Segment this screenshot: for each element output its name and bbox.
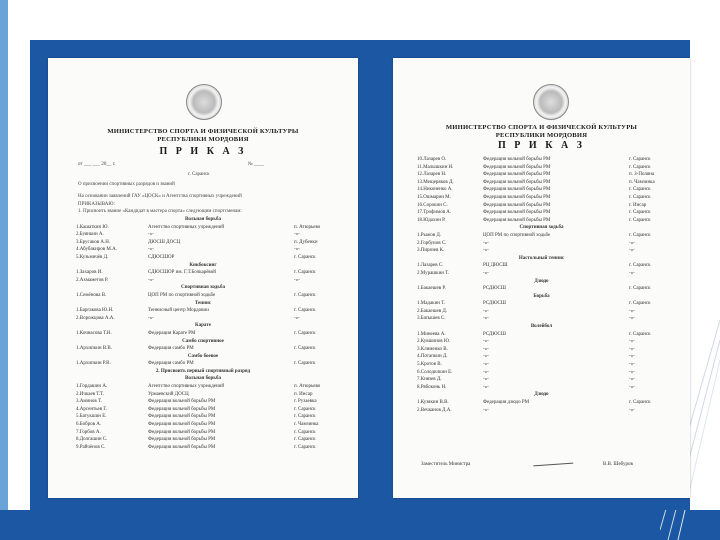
athlete-organization: Агентство спортивных учреждений bbox=[148, 384, 225, 390]
athlete-organization: -«- bbox=[483, 354, 489, 360]
athlete-row bbox=[393, 315, 690, 323]
athlete-name: 6.Солодилкин Е. bbox=[417, 369, 453, 375]
athlete-city: п. З-Поляна bbox=[629, 172, 655, 178]
athlete-name: 1.Мадакин Т. bbox=[417, 301, 446, 307]
athlete-name: 5.Кузьмичёв Д. bbox=[76, 254, 109, 260]
athlete-organization: -«- bbox=[483, 407, 489, 413]
athlete-organization: РСДЮСШ bbox=[483, 286, 506, 292]
athlete-row bbox=[393, 179, 690, 187]
section-heading: Самбо спортивное bbox=[182, 338, 224, 344]
athlete-name: 1.Захаров И. bbox=[76, 270, 103, 276]
bottom-accent-bar bbox=[0, 510, 720, 540]
athlete-city: -«- bbox=[629, 369, 635, 375]
athlete-city: г. Саранск bbox=[294, 346, 316, 352]
athlete-name: 4.Абубакиров М.А. bbox=[76, 247, 117, 253]
athlete-name: 1.Кашаткин Ю. bbox=[76, 224, 109, 230]
section-heading: Вольная борьба bbox=[185, 217, 221, 222]
athlete-organization: Федерация Карате РМ bbox=[148, 330, 196, 336]
athlete-name: 1.Бакаешев Р. bbox=[417, 286, 446, 292]
athlete-city: -«- bbox=[629, 248, 635, 254]
athlete-organization: Урмаевский ДОСЦ bbox=[148, 391, 189, 397]
athlete-row bbox=[393, 285, 690, 293]
athlete-organization: -«- bbox=[483, 270, 489, 276]
athlete-name: 2.Ичкаев Т.Т. bbox=[76, 391, 104, 397]
athlete-name: 12.Лазарев Н. bbox=[417, 172, 447, 178]
athlete-organization: СДЮСШОР bbox=[148, 254, 175, 260]
athlete-organization: -«- bbox=[483, 240, 489, 246]
athlete-organization: -«- bbox=[483, 346, 489, 352]
athlete-name: 17.Трофимов А. bbox=[417, 210, 452, 216]
athlete-city: -«- bbox=[629, 354, 635, 360]
athlete-organization: -«- bbox=[483, 308, 489, 314]
order-preamble: На основании заявлений ГАУ «ЦОСК» и Агентства спортивных учреждений bbox=[78, 194, 242, 199]
athlete-city: п. Дубенки bbox=[294, 239, 318, 245]
athlete-organization: Федерация вольной борьбы РМ bbox=[148, 429, 216, 435]
athlete-organization: РЦ ДЮСШ bbox=[483, 263, 508, 269]
athlete-city: г. Саранск bbox=[629, 263, 651, 269]
athlete-row bbox=[48, 391, 358, 399]
athlete-city: г. Саранск bbox=[629, 194, 651, 200]
athlete-row bbox=[48, 330, 358, 338]
athlete-name: 7.Князев Д. bbox=[417, 377, 442, 383]
document-page-2 bbox=[393, 58, 690, 498]
athlete-city: г. Саранск bbox=[629, 187, 651, 193]
athlete-city: г. Саранск bbox=[629, 210, 651, 216]
athlete-city: г. Саранск bbox=[294, 361, 316, 367]
athlete-city: п. Атюрьево bbox=[294, 224, 321, 230]
athlete-organization: -«- bbox=[483, 362, 489, 368]
athlete-organization: -«- bbox=[148, 315, 154, 321]
athlete-name: 11.Малышкин Н. bbox=[417, 164, 454, 170]
athlete-city: г. Саранск bbox=[294, 330, 316, 336]
athlete-organization: СДЮСШОР им. Г.Т.Бочкарёвой bbox=[148, 270, 216, 276]
athlete-row bbox=[48, 269, 358, 277]
athlete-name: 7.Горбов А. bbox=[76, 429, 101, 435]
athlete-organization: Федерация вольной борьбы РМ bbox=[483, 202, 551, 208]
athlete-name: 1.Семёнова В. bbox=[76, 292, 107, 298]
athlete-row bbox=[393, 232, 690, 240]
athlete-name: 13.Мещеряков Д. bbox=[417, 179, 454, 185]
athlete-name: 8.Долгашин С. bbox=[76, 437, 108, 443]
athlete-city: -«- bbox=[629, 339, 635, 345]
athlete-name: 1.Кузякин В.В. bbox=[417, 400, 449, 405]
athlete-name: 3.Брусаков А.Н. bbox=[76, 239, 111, 245]
athlete-city: -«- bbox=[629, 308, 635, 314]
athlete-city: г. Саранск bbox=[629, 301, 651, 307]
athlete-city: п. Инсар bbox=[294, 391, 313, 397]
athlete-city: г. Саранск bbox=[629, 232, 651, 238]
athlete-row bbox=[48, 246, 358, 254]
section-heading: Спортивная ходьба bbox=[519, 225, 564, 231]
athlete-organization: РСДЮСШ bbox=[483, 331, 506, 337]
athlete-organization: -«- bbox=[148, 232, 154, 238]
athlete-city: -«- bbox=[629, 407, 635, 413]
athlete-organization: -«- bbox=[483, 316, 489, 322]
section-heading: Дзюдо bbox=[534, 278, 549, 284]
athlete-name: 18.Юдахин Р. bbox=[417, 217, 446, 223]
section-heading: Вольная борьба bbox=[185, 376, 221, 382]
athlete-city: г. Саранск bbox=[294, 444, 316, 450]
athlete-organization: Федерация вольной борьбы РМ bbox=[148, 444, 216, 450]
athlete-city: г. Инсар bbox=[629, 202, 647, 208]
athlete-row bbox=[393, 300, 690, 308]
athlete-name: 2.Мурашкин Т. bbox=[417, 270, 449, 276]
athlete-row bbox=[393, 361, 690, 369]
athlete-city: -«- bbox=[629, 362, 635, 368]
athlete-city: г. Саранск bbox=[294, 414, 316, 420]
athlete-city: г. Саранск bbox=[294, 308, 316, 314]
athlete-organization: -«- bbox=[483, 369, 489, 375]
ministry-name: МИНИСТЕРСТВО СПОРТА И ФИЗИЧЕСКОЙ КУЛЬТУРЫ bbox=[107, 128, 299, 135]
athlete-organization: ЦОП РМ по спортивной ходьбе bbox=[483, 232, 551, 238]
athlete-organization: Агентство спортивных учреждений bbox=[148, 224, 225, 230]
athlete-row bbox=[393, 171, 690, 179]
athlete-name: 2.Горбунов С. bbox=[417, 240, 447, 246]
athlete-city: -«- bbox=[629, 346, 635, 352]
athlete-row bbox=[393, 202, 690, 210]
athlete-row bbox=[393, 338, 690, 346]
athlete-name: 1.Рыжов Д. bbox=[417, 232, 441, 238]
athlete-row bbox=[48, 444, 358, 452]
section-heading: Спортивная ходьба bbox=[181, 285, 225, 291]
athlete-row bbox=[393, 384, 690, 392]
athlete-organization: Федерация вольной борьбы РМ bbox=[483, 172, 551, 178]
athlete-organization: -«- bbox=[483, 377, 489, 383]
athlete-organization: Федерация вольной борьбы РМ bbox=[483, 187, 551, 193]
athlete-city: -«- bbox=[629, 270, 635, 276]
republic-name: РЕСПУБЛИКИ МОРДОВИЯ bbox=[157, 136, 249, 143]
athlete-name: 15.Ошмарин М. bbox=[417, 194, 451, 200]
athlete-name: 2.Буянкин А. bbox=[76, 232, 104, 238]
section-heading: 2. Присвоить первый спортивный разряд bbox=[155, 368, 251, 374]
athlete-row bbox=[393, 194, 690, 202]
athlete-organization: Федерация вольной борьбы РМ bbox=[483, 210, 551, 216]
athlete-name: 4.Арсентьев Г. bbox=[76, 406, 107, 412]
athlete-row bbox=[48, 307, 358, 315]
signer-name: В.В. Шебуров bbox=[603, 462, 633, 467]
athlete-row bbox=[393, 376, 690, 384]
athlete-organization: Федерация вольной борьбы РМ bbox=[483, 179, 551, 185]
ministry-name: МИНИСТЕРСТВО СПОРТА И ФИЗИЧЕСКОЙ КУЛЬТУРЫ bbox=[445, 124, 638, 131]
order-item-1: 1. Присвоить звание «Кандидат в мастера спорта» следующим спортсменам: bbox=[78, 209, 242, 214]
signer-title: Заместитель Министра bbox=[421, 462, 471, 467]
athlete-name: 3.Пирязев К. bbox=[417, 248, 445, 254]
section-heading: Теннис bbox=[194, 300, 212, 306]
athlete-row bbox=[48, 345, 358, 353]
athlete-organization: -«- bbox=[483, 384, 489, 390]
athlete-city: г. Саранск bbox=[629, 400, 651, 405]
athlete-city: -«- bbox=[629, 240, 635, 246]
section-heading: Кикбоксинг bbox=[189, 262, 217, 268]
athlete-organization: Федерация дзюдо РМ bbox=[483, 400, 530, 405]
athlete-city: г. Саранск bbox=[294, 406, 316, 412]
section-heading: Самбо боевое bbox=[187, 353, 219, 359]
section-heading: Карате bbox=[195, 323, 211, 329]
athlete-city: г. Саранск bbox=[294, 437, 316, 443]
athlete-row bbox=[48, 383, 358, 391]
athlete-organization: Федерация вольной борьбы РМ bbox=[483, 164, 551, 170]
athlete-organization: Федерация вольной борьбы РМ bbox=[483, 194, 551, 200]
athlete-row bbox=[393, 331, 690, 339]
order-title: П Р И К А З bbox=[159, 146, 247, 157]
athlete-organization: Теннисный центр Мордовии bbox=[148, 308, 209, 314]
section-heading: Дзюдо bbox=[534, 392, 549, 398]
athlete-city: г. Саранск bbox=[294, 270, 316, 276]
athlete-row bbox=[393, 240, 690, 248]
athlete-city: г. Чамзинка bbox=[294, 422, 319, 428]
athlete-organization: Федерация самбо РМ bbox=[148, 361, 194, 367]
athlete-organization: Федерация вольной борьбы РМ bbox=[148, 406, 216, 412]
athlete-organization: Федерация вольной борьбы РМ bbox=[148, 399, 216, 405]
athlete-name: 16.Сорокин С. bbox=[417, 202, 448, 208]
athlete-city: -«- bbox=[294, 315, 300, 321]
section-heading: Борьба bbox=[533, 293, 550, 299]
athlete-row bbox=[48, 292, 358, 300]
athlete-row bbox=[48, 254, 358, 262]
athlete-list bbox=[48, 216, 358, 451]
athlete-row bbox=[48, 398, 358, 406]
athlete-row bbox=[48, 429, 358, 437]
athlete-row bbox=[393, 407, 690, 415]
athlete-row bbox=[393, 164, 690, 172]
athlete-row bbox=[48, 277, 358, 285]
athlete-name: 8.Рябоконь Н. bbox=[417, 384, 447, 390]
athlete-city: г. Саранск bbox=[629, 217, 651, 223]
order-subject: О присвоении спортивных разрядов и званий bbox=[78, 182, 175, 187]
athlete-name: 1.Баргакова Ю.Н. bbox=[76, 308, 114, 314]
athlete-organization: -«- bbox=[148, 277, 154, 283]
athlete-organization: ДЮСШ ДОСЦ bbox=[148, 239, 181, 245]
athlete-organization: Федерация самбо РМ bbox=[148, 346, 194, 352]
athlete-organization: Федерация вольной борьбы РМ bbox=[483, 217, 551, 223]
athlete-row bbox=[393, 262, 690, 270]
athlete-list bbox=[393, 156, 690, 414]
athlete-name: 3.Клименко В. bbox=[417, 346, 448, 352]
athlete-row bbox=[393, 209, 690, 217]
order-city: г. Саранск bbox=[188, 172, 210, 177]
athlete-city: -«- bbox=[294, 247, 300, 253]
athlete-organization: Федерация вольной борьбы РМ bbox=[148, 414, 216, 420]
athlete-row bbox=[48, 436, 358, 444]
athlete-organization: Федерация вольной борьбы РМ bbox=[148, 422, 216, 428]
athlete-name: 1.Гордашин А. bbox=[76, 384, 108, 390]
athlete-row bbox=[48, 406, 358, 414]
athlete-city: -«- bbox=[629, 384, 635, 390]
athlete-row bbox=[393, 156, 690, 164]
athlete-name: 3.Батышев С. bbox=[417, 316, 446, 322]
athlete-organization: -«- bbox=[483, 339, 489, 345]
athlete-name: 2.Ворожцова А.А. bbox=[76, 315, 115, 321]
athlete-organization: -«- bbox=[148, 247, 154, 253]
athlete-city: -«- bbox=[629, 316, 635, 322]
athlete-name: 5.Кротов В. bbox=[417, 362, 442, 368]
athlete-name: 1.Лазарев С. bbox=[417, 263, 444, 269]
athlete-city: г. Саранск bbox=[629, 331, 651, 337]
athlete-name: 5.Батукшин Е. bbox=[76, 414, 107, 420]
athlete-city: г. Саранск bbox=[294, 254, 316, 260]
athlete-city: г. Саранск bbox=[629, 164, 651, 170]
athlete-row bbox=[48, 239, 358, 247]
athlete-row bbox=[393, 399, 690, 407]
athlete-row bbox=[393, 308, 690, 316]
athlete-row bbox=[393, 270, 690, 278]
athlete-name: 2.Кувшинов Ю. bbox=[417, 339, 451, 345]
athlete-name: 6.Бобров А. bbox=[76, 422, 102, 428]
section-heading: Настольный теннис bbox=[518, 255, 565, 261]
athlete-organization: -«- bbox=[483, 248, 489, 254]
athlete-name: 2.Бакаешев Д. bbox=[417, 308, 447, 314]
athlete-row bbox=[48, 315, 358, 323]
athlete-row bbox=[393, 346, 690, 354]
athlete-city: -«- bbox=[294, 232, 300, 238]
athlete-row bbox=[393, 369, 690, 377]
athlete-row bbox=[393, 186, 690, 194]
section-heading: Волейбол bbox=[530, 324, 553, 330]
athlete-row bbox=[48, 421, 358, 429]
athlete-city: -«- bbox=[629, 377, 635, 383]
athlete-row bbox=[48, 413, 358, 421]
athlete-name: 9.Райчёнов С. bbox=[76, 444, 106, 450]
athlete-name: 10.Лазарев О. bbox=[417, 157, 447, 162]
athlete-organization: ЦОП РМ по спортивной ходьбе bbox=[148, 292, 216, 298]
athlete-name: 1.Архипкин Р.В. bbox=[76, 361, 111, 367]
athlete-city: г. Саранск bbox=[294, 292, 316, 298]
athlete-city: г. Саранск bbox=[629, 286, 651, 292]
athlete-city: п. Атюрьево bbox=[294, 384, 321, 390]
document-page-1 bbox=[48, 58, 358, 498]
order-number: № ____ bbox=[248, 162, 265, 167]
order-directive: ПРИКАЗЫВАЮ: bbox=[78, 202, 115, 207]
left-accent-bar bbox=[0, 0, 8, 540]
athlete-organization: РСДЮСШ bbox=[483, 301, 506, 307]
order-title: П Р И К А З bbox=[498, 140, 585, 151]
athlete-organization: Федерация вольной борьбы РМ bbox=[148, 437, 216, 443]
athlete-row bbox=[393, 247, 690, 255]
republic-name: РЕСПУБЛИКИ МОРДОВИЯ bbox=[495, 132, 588, 139]
athlete-city: г. Саранск bbox=[294, 429, 316, 435]
athlete-name: 14.Никоненко А. bbox=[417, 187, 453, 193]
athlete-row bbox=[393, 353, 690, 361]
athlete-city: п. Чамзинка bbox=[629, 179, 655, 185]
athlete-name: 1.Минеева А. bbox=[417, 331, 446, 337]
coat-of-arms-icon bbox=[186, 84, 222, 120]
athlete-name: 1.Архипкин В.В. bbox=[76, 346, 112, 352]
athlete-name: 1.Кочнасова Т.Н. bbox=[76, 330, 112, 336]
slide-panel bbox=[30, 40, 690, 510]
athlete-name: 2.Вечканов Д.А. bbox=[417, 407, 452, 413]
athlete-city: г. Рузаевка bbox=[294, 399, 317, 405]
coat-of-arms-icon bbox=[533, 84, 569, 120]
athlete-city: г. Саранск bbox=[629, 157, 651, 162]
athlete-row bbox=[393, 217, 690, 225]
athlete-name: 3.Аминов Т. bbox=[76, 399, 102, 405]
athlete-name: 4.Потапкин Д. bbox=[417, 354, 448, 360]
athlete-city: -«- bbox=[294, 277, 300, 283]
athlete-row bbox=[48, 360, 358, 368]
athlete-name: 2.Ахмаметов Р. bbox=[76, 277, 109, 283]
athlete-row bbox=[48, 224, 358, 232]
athlete-organization: Федерация вольной борьбы РМ bbox=[483, 157, 551, 162]
order-date: от ___ ___ 20__ г. bbox=[78, 162, 116, 167]
athlete-row bbox=[48, 231, 358, 239]
signature-mark bbox=[533, 455, 574, 467]
